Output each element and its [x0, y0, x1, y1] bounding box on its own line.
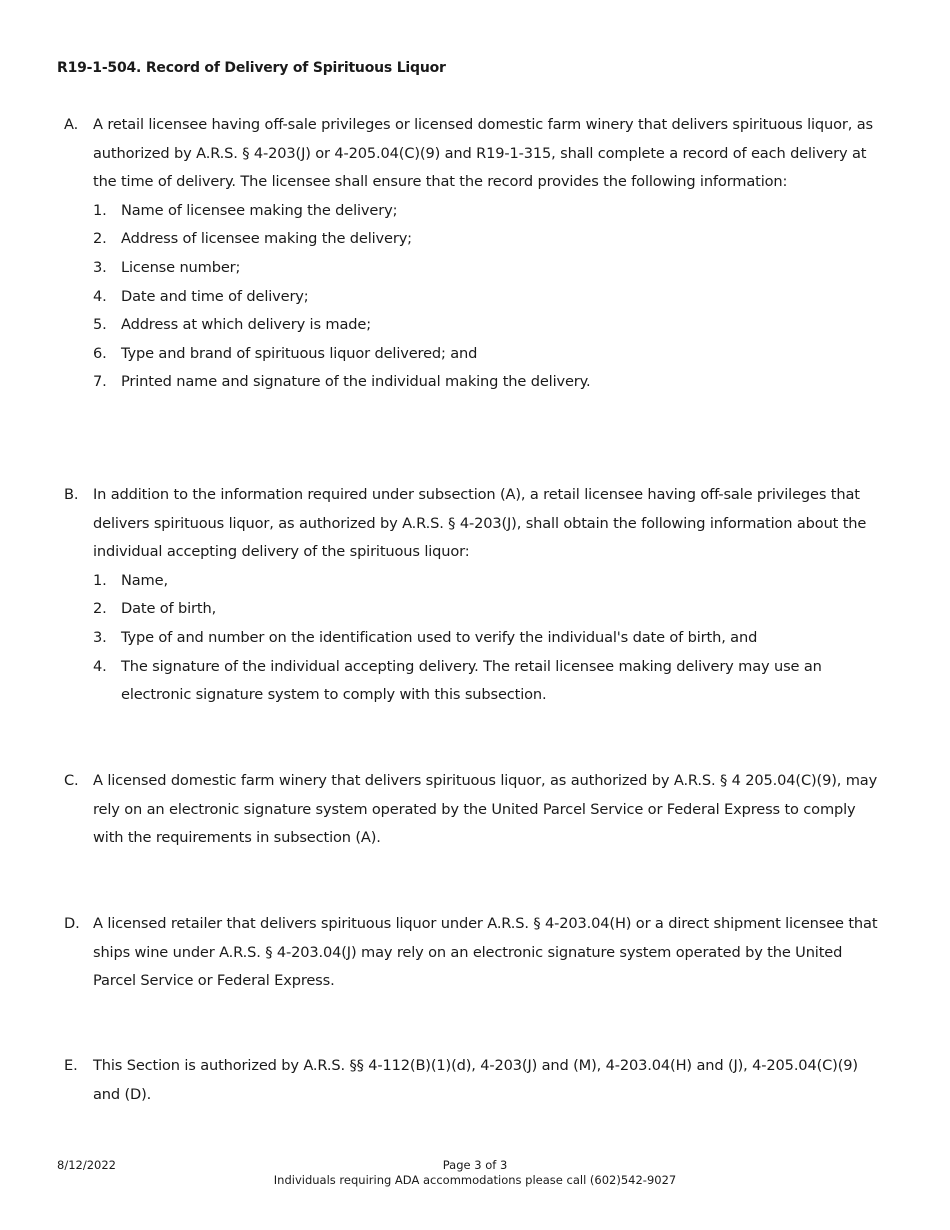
subsection-text: In addition to the information required under subsection (A), a retail licensee having off-sale privileges that delivers spirituous liquor, as authorized by A.R.S. § 4-203(J), shall obtain the following information about the individual accepting delivery of the spirituous liquor:	[93, 486, 867, 561]
subsection-letter: C.	[64, 772, 79, 789]
list-item	[93, 340, 884, 369]
list-item-number: 2.	[93, 600, 107, 618]
list-item-text: Name,	[121, 571, 168, 589]
page-number: Page 3 of 3	[442, 1158, 508, 1172]
subsection-letter: E.	[64, 1057, 78, 1074]
subsection-d	[64, 910, 884, 996]
section-title: R19-1-504. Record of Delivery of Spirituous Liquor	[57, 60, 446, 76]
footer-center	[0, 1158, 950, 1188]
subsection-c	[64, 767, 884, 853]
list-item-text: Date and time of delivery;	[121, 287, 309, 305]
list-item-text: Type of and number on the identification used to verify the individual's date of birth, and	[121, 628, 758, 646]
list-item-number: 4.	[93, 657, 107, 675]
subsection-e	[64, 1052, 884, 1109]
list-item-text: Date of birth,	[121, 600, 217, 618]
list-item	[93, 368, 884, 397]
list-item-text: License number;	[121, 258, 241, 276]
list-item	[93, 653, 884, 710]
list-item	[93, 624, 884, 653]
subsection-a	[64, 111, 884, 397]
list-item-text: The signature of the individual accepting delivery. The retail licensee making delivery may use an electronic signature system to comply with this subsection.	[121, 657, 822, 704]
subsection-text: A licensed domestic farm winery that delivers spirituous liquor, as authorized by A.R.S. § 4 205.04(C)(9), may rely on an electronic signature system operated by the United Parcel Service or Federal Express to comply with the requirements in subsection (A).	[93, 772, 878, 847]
list-item-text: Printed name and signature of the individual making the delivery.	[121, 373, 591, 391]
subsection-text: This Section is authorized by A.R.S. §§ 4-112(B)(1)(d), 4-203(J) and (M), 4-203.04(H) and (J), 4-205.04(C)(9) and (D).	[93, 1057, 858, 1103]
subsection-b-list	[64, 567, 884, 710]
list-item-number: 2.	[93, 230, 107, 248]
list-item-number: 3.	[93, 258, 107, 276]
list-item-number: 1.	[93, 571, 107, 589]
list-item	[93, 283, 884, 312]
subsection-letter: A.	[64, 116, 79, 133]
subsection-a-list	[64, 197, 884, 397]
ada-notice: Individuals requiring ADA accommodations please call (602)542-9027	[273, 1173, 677, 1187]
list-item	[93, 595, 884, 624]
list-item-text: Type and brand of spirituous liquor delivered; and	[121, 344, 478, 362]
subsection-letter: B.	[64, 486, 79, 503]
list-item	[93, 567, 884, 596]
subsection-letter: D.	[64, 915, 80, 932]
list-item-number: 5.	[93, 316, 107, 334]
footer-date: 8/12/2022	[57, 1158, 116, 1172]
list-item-number: 4.	[93, 287, 107, 305]
list-item	[93, 311, 884, 340]
subsection-b	[64, 481, 884, 710]
list-item-text: Address at which delivery is made;	[121, 316, 371, 334]
list-item	[93, 197, 884, 226]
list-item-number: 7.	[93, 373, 107, 391]
subsection-text: A retail licensee having off-sale privileges or licensed domestic farm winery that delivers spirituous liquor, as authorized by A.R.S. § 4-203(J) or 4-205.04(C)(9) and R19-1-315, shall complete a record of each delivery at the time of delivery. The licensee shall ensure that the record provides the following information:	[93, 116, 873, 191]
list-item-number: 6.	[93, 344, 107, 362]
list-item-text: Address of licensee making the delivery;	[121, 230, 412, 248]
list-item	[93, 225, 884, 254]
list-item-text: Name of licensee making the delivery;	[121, 201, 398, 219]
list-item-number: 3.	[93, 628, 107, 646]
list-item-number: 1.	[93, 201, 107, 219]
subsection-text: A licensed retailer that delivers spirituous liquor under A.R.S. § 4-203.04(H) or a direct shipment licensee that ships wine under A.R.S. § 4-203.04(J) may rely on an electronic signature system operated by the United Parcel Service or Federal Express.	[93, 915, 878, 990]
list-item	[93, 254, 884, 283]
